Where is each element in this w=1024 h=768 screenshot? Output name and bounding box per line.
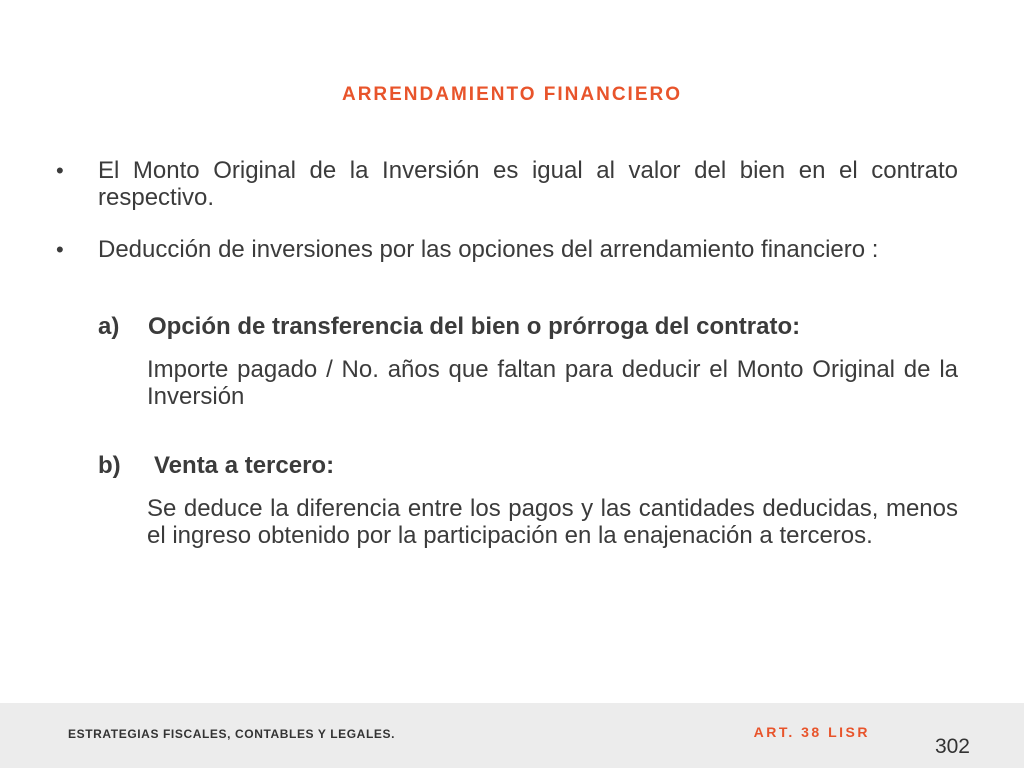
bullet-dot-icon: •: [56, 237, 64, 262]
slide-title: ARRENDAMIENTO FINANCIERO: [341, 84, 683, 105]
bullet-text: El Monto Original de la Inversión es igual al valor del bien en el contrato respectivo.: [98, 157, 958, 211]
option-a-heading: [98, 313, 958, 340]
footer-bar: [0, 703, 1024, 768]
footer-reference: ART. 38 LISR: [753, 724, 870, 740]
option-heading-text: Opción de transferencia del bien o prórroga del contrato:: [148, 313, 801, 340]
footer-company-text: ESTRATEGIAS FISCALES, CONTABLES Y LEGALES.: [68, 727, 396, 741]
bullet-dot-icon: •: [56, 158, 64, 183]
option-letter: a): [98, 313, 120, 340]
option-letter: b): [98, 452, 121, 479]
bullet-text: Deducción de inversiones por las opciones del arrendamiento financiero :: [98, 236, 879, 263]
page-number: 302: [934, 735, 970, 758]
bullet-item: [56, 236, 958, 263]
option-heading-text: Venta a tercero:: [154, 452, 335, 479]
option-a-body: Importe pagado / No. años que faltan para deducir el Monto Original de la Inversión: [147, 356, 958, 410]
bullet-item: [56, 157, 958, 211]
option-b-heading: [98, 452, 958, 479]
option-b-body: Se deduce la diferencia entre los pagos y las cantidades deducidas, menos el ingreso obtenido por la participación en la enajenación a terceros.: [147, 495, 958, 549]
